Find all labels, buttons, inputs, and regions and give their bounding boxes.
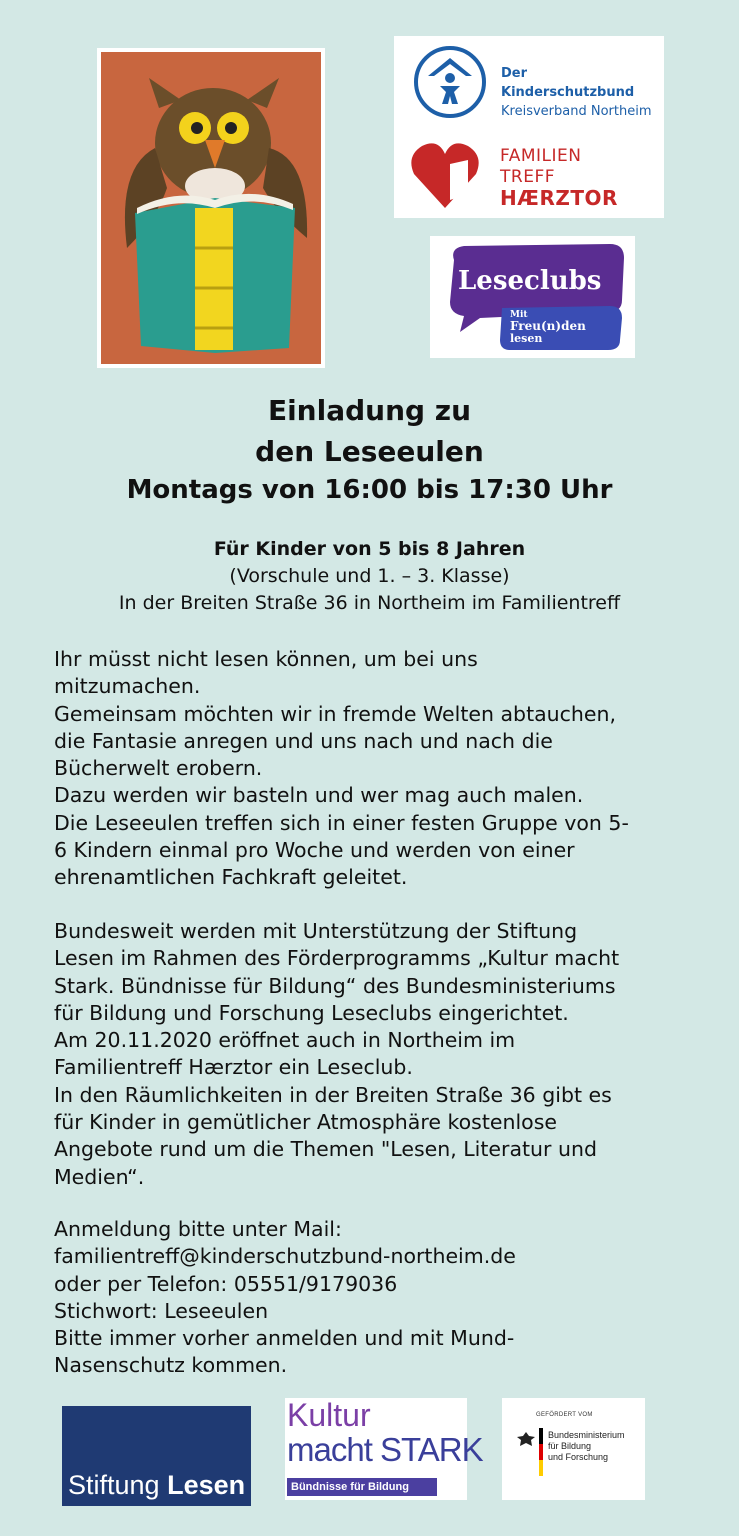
heart-door-icon (410, 138, 480, 210)
contact-phone: oder per Telefon: 05551/9179036 (54, 1271, 398, 1296)
kultur-macht-stark-logo (285, 1397, 483, 1500)
address-line: In der Breiten Straße 36 in Northeim im Familientreff (118, 592, 621, 614)
owl-reading-illustration (97, 48, 325, 368)
owl-reading-painting (97, 48, 325, 368)
federal-eagle-icon (516, 1430, 536, 1450)
kinderschutzbund-name: Der Kinderschutzbund (501, 66, 635, 100)
text-line: 6 Kindern einmal pro Woche und werden von einer (54, 838, 575, 863)
familientreff-line3: HÆRZTOR (500, 186, 618, 210)
text-line: mitzumachen. (54, 674, 201, 699)
kinderschutzbund-icon (412, 44, 488, 120)
text-line: Nasenschutz kommen. (54, 1353, 288, 1378)
gefoerdert-vom: GEFÖRDERT VOM (536, 1412, 593, 1418)
text-line: Am 20.11.2020 eröffnet auch in Northeim im (54, 1028, 516, 1053)
text-line: für Bildung und Forschung Leseclubs eingerichtet. (54, 1000, 569, 1025)
text-line: die Fantasie anregen und uns nach und nach die (54, 728, 553, 753)
contact-email[interactable]: familientreff@kinderschutzbund-northeim.de (54, 1244, 516, 1269)
leseclubs-logo (430, 236, 635, 358)
text-line: Bundesweit werden mit Unterstützung der Stiftung (54, 919, 578, 943)
text-line: Die Leseeulen treffen sich in einer festen Gruppe von 5- (54, 810, 629, 835)
text-line: für Kinder in gemütlicher Atmosphäre kostenlose (54, 1110, 558, 1135)
leseclubs-lesen: lesen (510, 332, 543, 345)
bmbf-line1: Bundesministerium (548, 1430, 625, 1440)
text-line: Dazu werden wir basteln und wer mag auch malen. (54, 783, 584, 808)
program-paragraph (54, 918, 694, 1191)
text-line: Bitte immer vorher anmelden und mit Mund- (54, 1326, 515, 1351)
grade-range: (Vorschule und 1. – 3. Klasse) (229, 565, 510, 587)
leseclubs-title: Leseclubs (458, 266, 602, 296)
text-line: ehrenamtlichen Fachkraft geleitet. (54, 865, 408, 890)
text-line: Medien“. (54, 1164, 145, 1189)
target-age-group: Für Kinder von 5 bis 8 Jahren (213, 538, 526, 560)
kultur-word: Kultur (287, 1397, 371, 1433)
stiftung-lesen-logo (62, 1406, 251, 1506)
kinderschutzbund-subtitle: Kreisverband Northeim (501, 104, 652, 119)
text-line: Stark. Bündnisse für Bildung“ des Bundesministeriums (54, 973, 616, 998)
macht-stark-word: macht STARK (287, 1431, 483, 1468)
german-flag-stripe (539, 1428, 543, 1476)
stiftung-lesen-word1: Stiftung (68, 1470, 160, 1500)
stiftung-lesen-word2: Lesen (167, 1470, 246, 1500)
text-line: Gemeinsam möchten wir in fremde Welten abtauchen, (54, 701, 617, 726)
familientreff-line1: FAMILIEN (500, 146, 582, 166)
leseclubs-freunden: Freu(n)den (510, 319, 586, 333)
text-line: Angebote rund um die Themen "Lesen, Literatur und (54, 1137, 597, 1162)
bmbf-line2: für Bildung (548, 1441, 592, 1451)
title-time: Montags von 16:00 bis 17:30 Uhr (126, 475, 613, 505)
text-line: Bücherwelt erobern. (54, 756, 263, 781)
text-line: Familientreff Hærztor ein Leseclub. (54, 1055, 413, 1080)
text-line: Anmeldung bitte unter Mail: (54, 1217, 342, 1241)
text-line: In den Räumlichkeiten in der Breiten Straße 36 gibt es (54, 1082, 612, 1107)
intro-paragraph (54, 646, 694, 892)
leseclubs-mit: Mit (510, 310, 528, 320)
kinderschutzbund-familientreff-logo (394, 36, 664, 218)
title-line-2: den Leseeulen (255, 435, 484, 468)
bmbf-line3: und Forschung (548, 1452, 609, 1462)
buendnisse-bar: Bündnisse für Bildung (287, 1478, 437, 1496)
text-line: Ihr müsst nicht lesen können, um bei uns (54, 647, 478, 671)
bmbf-logo (502, 1398, 645, 1500)
registration-paragraph (54, 1216, 694, 1380)
familientreff-line2: TREFF (500, 167, 555, 187)
text-line: Stichwort: Leseeulen (54, 1298, 269, 1323)
text-line: Lesen im Rahmen des Förderprogramms „Kultur macht (54, 946, 620, 971)
title-line-1: Einladung zu (267, 394, 472, 427)
